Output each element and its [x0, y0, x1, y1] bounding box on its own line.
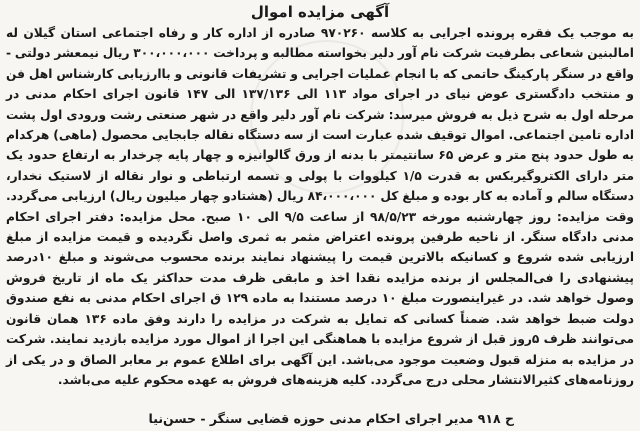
notice-title: آگهی مزایده اموال [250, 3, 390, 21]
notice-body: به موجب یک فقره پرونده اجرایی به کلاسه ۹۷۰۲۶۰ صادره از اداره کار و رفاه اجتماعی استان گیلان له امالبنین شعاعی بطرفیت شرکت نام آور دلیر بخواسته مطالبه و پرداخت ۳۰۰،۰۰۰،۰۰۰ ریال نیمعشر دولتی - واقع در سنگر پارکینگ حاتمی که با انجام عملیات اجرایی و تشریفات قانونی و باارزیابی کارشناس اهل فن و منتخب دادگستری عوض نیای در اجرای مواد ۱۱۳ الی ۱۳۷/۱۳۶ الی ۱۴۷ قانون اجرای احکام مدنی در مرحله اول به شرح ذیل به فروش میرسد: شرکت نام آور دلیر واقع در شهر صنعتی رشت ورودی اول پشت اداره تامین اجتماعی. اموال توقیف شده عبارت است از سه دستگاه نقاله جابجایی محصول (ماهی) هرکدام به طول حدود پنج متر و عرض ۶۵ سانتیمتر با بدنه از ورق گالوانیزه و چهار پایه چرخدار به ارتفاع حدود یک متر دارای الکتروگیربکس به قدرت ۱/۵ کیلووات با پولی و تسمه ارتباطی و نوار نقاله از لاستیک نخدار، دستگاه سالم و آماده به کار بوده و مبلغ کل ۸۴،۰۰۰،۰۰۰ ریال (هشتادو چهار میلیون ریال) ارزیابی می‌گردد. وقت مزایده: روز چهارشنبه مورخه ۹۸/۵/۲۳ از ساعت ۹/۵ الی ۱۰ صبح. محل مزایده: دفتر اجرای احکام مدنی دادگاه سنگر. از ناحیه طرفین پرونده اعتراض مثمر به ثمری واصل نگردیده و قیمت مزایده از مبلغ ارزیابی شده شروع و کسانیکه بالاترین قیمت را پیشنهاد نمایند برنده محسوب می‌شوند و مبلغ ۱۰درصد پیشنهادی را فی‌المجلس از برنده مزایده نقدا اخذ و مابقی ظرف مدت حداکثر یک ماه از تاریخ فروش وصول خواهد شد. در غیراینصورت مبلغ ۱۰ درصد مستندا به ماده ۱۲۹ ق اجرای احکام مدنی به نفع صندوق دولت ضبط خواهد شد. ضمناً کسانی که تمایل به شرکت در مزایده را دارند وفق ماده ۱۳۶ همان قانون می‌توانند ظرف ۵روز قبل از شروع مزایده با هماهنگی این اجرا از اموال مورد مزایده بازدید نمایند. شرکت در مزایده به منزله قبول وضعیت موجود می‌باشد. این آگهی برای اطلاع عموم بر معابر الصاق و در یکی از روزنامه‌های کثیرالانتشار محلی درج می‌گردد. کلیه هزینه‌های فروش به عهده محکوم علیه می‌باشد. [6, 26, 635, 387]
notice-signature: ح ۹۱۸ مدیر اجرای احکام مدنی حوزه قضایی سنگر - حسن‌نیا [148, 411, 514, 426]
